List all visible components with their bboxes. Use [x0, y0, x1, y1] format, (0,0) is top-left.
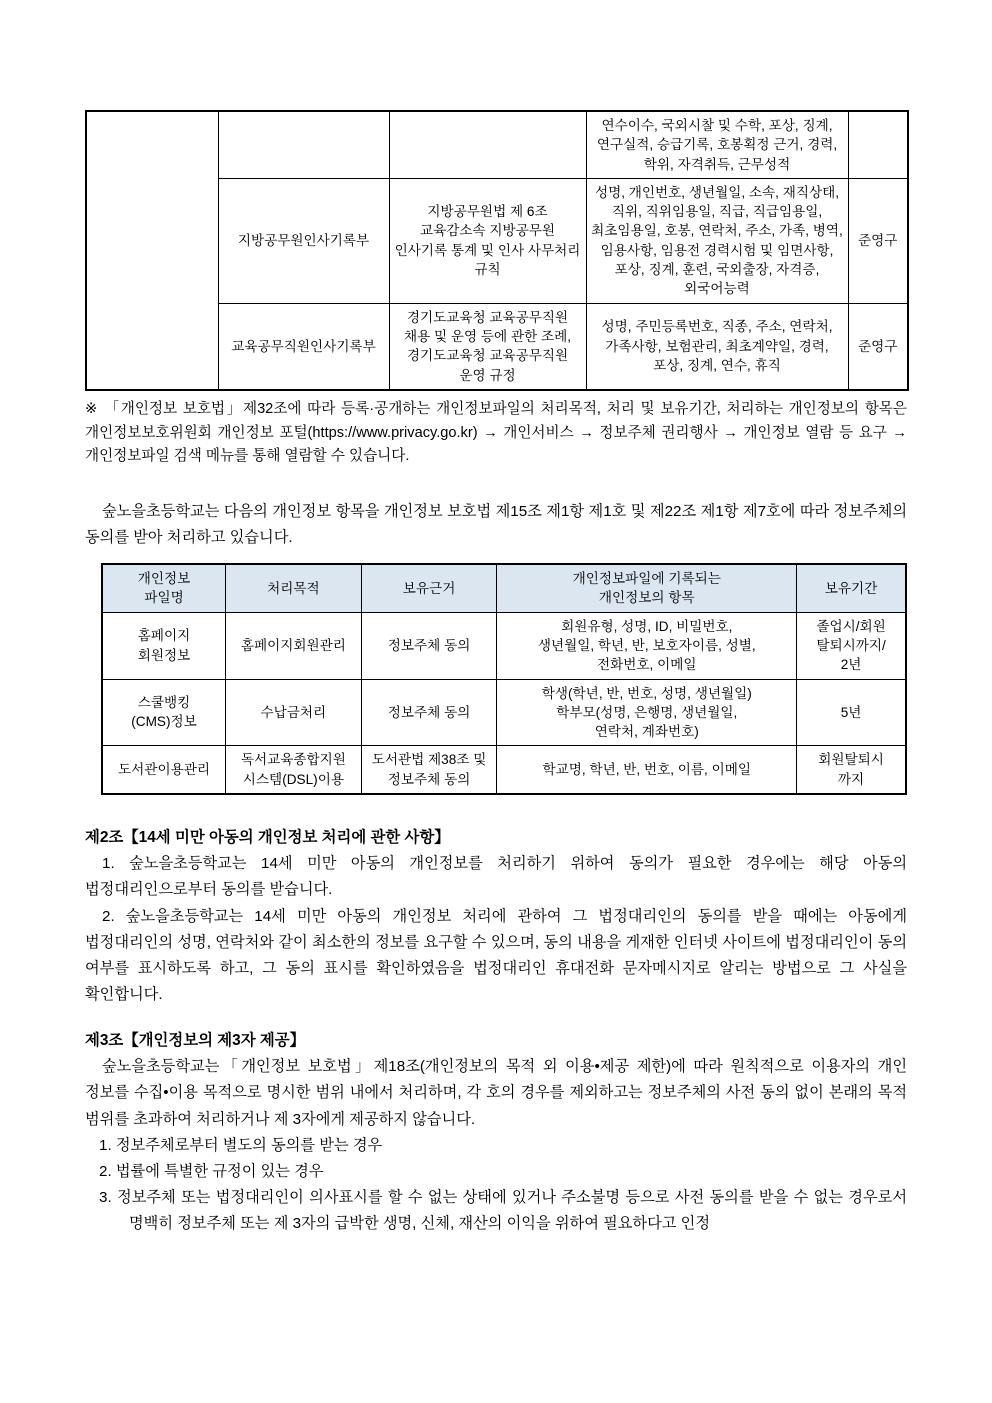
cell-purpose: 홈페이지회원관리 — [226, 612, 362, 679]
table-row — [86, 111, 908, 178]
text-line: 학생(학년, 반, 번호, 성명, 생년월일) — [541, 685, 752, 701]
cell-items — [497, 679, 797, 746]
note-paragraph: ※ 「개인정보 보호법」제32조에 따라 등록·공개하는 개인정보파일의 처리목적, 처리 및 보유기간, 처리하는 개인정보의 항목은 개인정보보호위원회 개인정보 포털(https://www.privacy.go.kr) → 개인서비스 → 정보주체 권리행사 → 개인정보 열람 등 요구 → 개인정보파일 검색 메뉴를 통해 열람할 수 있습니다. — [85, 400, 907, 465]
cell-items: 성명, 주민등록번호, 직종, 주소, 연락처, 가족사항, 보험관리, 최초계약일, 경력, 포상, 징계, 연수, 휴직 — [586, 303, 848, 390]
text-line: 회원유형, 성명, ID, 비밀번호, — [561, 618, 733, 634]
text-line: 졸업시/회원 — [816, 618, 886, 634]
header-line-1: 개인정보파일에 기록되는 — [572, 571, 721, 587]
cell-retention — [797, 612, 906, 679]
spacer — [85, 1008, 907, 1028]
cell-basis: 정보주체 동의 — [361, 679, 497, 746]
cell-file-name: 지방공무원인사기록부 — [218, 178, 389, 303]
text-line: 연락처, 계좌번호) — [594, 724, 699, 740]
cell-items: 성명, 개인번호, 생년월일, 소속, 재직상태, 직위, 직위임용일, 직급, 직급임용일, 최초임용일, 호봉, 연락처, 주소, 가족, 병역, 임용사항, 임용전 경력시험 및 임면사항, 포상, 징계, 훈련, 국외출장, 자격증, 외국어능력 — [586, 178, 848, 303]
cell-file-name — [218, 111, 389, 178]
text-line: 회원탈퇴시 — [818, 752, 884, 768]
text-line: 스쿨뱅킹 — [137, 695, 191, 711]
cell-file-name: 교육공무직원인사기록부 — [218, 303, 389, 390]
text-line: 회원정보 — [137, 647, 191, 663]
column-header-purpose: 처리목적 — [226, 564, 362, 612]
cell-retention: 준영구 — [848, 303, 908, 390]
spacer — [85, 795, 907, 825]
text-line: 독서교육종합지원 — [240, 752, 346, 768]
article-3-item-3: 3. 정보주체 또는 법정대리인이 의사표시를 할 수 없는 상태에 있거나 주소불명 등으로 사전 동의를 받을 수 없는 경우로서 명백히 정보주체 또는 제 3자의 급박한 생명, 신체, 재산의 이익을 위하여 필요하다고 인정 — [99, 1188, 907, 1233]
article-3-item-2: 2. 법률에 특별한 규정이 있는 경우 — [99, 1162, 324, 1180]
cell-file-name — [102, 612, 226, 679]
cell-purpose: 수납금처리 — [226, 679, 362, 746]
text-line: 홈페이지 — [137, 628, 191, 644]
page-content — [85, 110, 907, 1237]
text-line: 2년 — [840, 657, 862, 673]
cell-items — [497, 612, 797, 679]
article-3-item-1: 1. 정보주체로부터 별도의 동의를 받는 경우 — [99, 1136, 383, 1154]
text-line: 학부모(성명, 은행명, 생년월일, — [556, 704, 738, 720]
column-header-basis: 보유근거 — [361, 564, 497, 612]
article-2-item-2: 2. 숲노을초등학교는 14세 미만 아동의 개인정보 처리에 관하여 그 법정대리인의 동의를 받을 때에는 아동에게 법정대리인의 성명, 연락처와 같이 최소한의 정보를 요구할 수 있으며, 동의 내용을 게재한 인터넷 사이트에 법정대리인이 동의 여부를 표시하도록 하고, 그 동의 표시를 확인하였음을 법정대리인 휴대전화 문자메시지로 알리는 방법으로 그 사실을 확인합니다. — [85, 907, 907, 1003]
article-3-intro: 숲노을초등학교는「개인정보 보호법」제18조(개인정보의 목적 외 이용•제공 제한)에 따라 원칙적으로 이용자의 개인 정보를 수집•이용 목적으로 명시한 범위 내에서 처리하며, 각 호의 경우를 제외하고는 정보주체의 사전 동의 없이 본래의 목적 범위를 초과하여 처리하거나 제 3자에게 제공하지 않습니다. — [85, 1058, 907, 1128]
cell-file-name — [102, 679, 226, 746]
text-line: 시스템(DSL)이용 — [242, 771, 344, 787]
cell-retention: 준영구 — [848, 178, 908, 303]
text-line: 전화번호, 이메일 — [597, 657, 697, 673]
cell-retention — [848, 111, 908, 178]
header-line-1: 개인정보 — [137, 571, 191, 587]
cell-basis: 지방공무원법 제 6조 교육감소속 지방공무원 인사기록 통계 및 인사 사무처리 규칙 — [389, 178, 586, 303]
table-row — [102, 679, 906, 746]
table-consent-wrapper — [101, 563, 907, 795]
cell-file-name: 도서관이용관리 — [102, 746, 226, 794]
text-line: 까지 — [837, 771, 865, 787]
cell-retention — [797, 746, 906, 794]
text-line: 정보주체 동의 — [387, 771, 471, 787]
cell-basis — [389, 111, 586, 178]
cell-basis: 경기도교육청 교육공무직원 채용 및 운영 등에 관한 조례, 경기도교육청 교육공무직원 운영 규정 — [389, 303, 586, 390]
column-header-retention: 보유기간 — [797, 564, 906, 612]
column-header-file-name — [102, 564, 226, 612]
cell-purpose — [226, 746, 362, 794]
table-row — [102, 746, 906, 794]
text-line: (CMS)정보 — [131, 714, 197, 730]
spacer — [85, 469, 907, 499]
intro-paragraph: 숲노을초등학교는 다음의 개인정보 항목을 개인정보 보호법 제15조 제1항 제1호 및 제22조 제1항 제7호에 따라 정보주체의 동의를 받아 처리하고 있습니다. — [85, 502, 907, 546]
table-header-row — [102, 564, 906, 612]
header-line-2: 개인정보의 항목 — [598, 590, 695, 606]
article-2-item-1: 1. 숲노을초등학교는 14세 미만 아동의 개인정보를 처리하기 위하여 동의가 필요한 경우에는 해당 아동의 법정대리인으로부터 동의를 받습니다. — [85, 855, 907, 899]
cell-basis — [361, 746, 497, 794]
cell-category-empty — [86, 111, 218, 390]
article-2-heading: 제2조【14세 미만 아동의 개인정보 처리에 관한 사항】 — [85, 829, 450, 847]
cell-items: 연수이수, 국외시찰 및 수학, 포상, 징계, 연구실적, 승급기록, 호봉획정 근거, 경력, 학위, 자격취득, 근무성적 — [586, 111, 848, 178]
article-3-heading: 제3조【개인정보의 제3자 제공】 — [85, 1032, 305, 1050]
text-line: 탈퇴시까지/ — [816, 637, 886, 653]
text-line: 도서관법 제38조 및 — [371, 752, 487, 768]
cell-items: 학교명, 학년, 반, 번호, 이름, 이메일 — [497, 746, 797, 794]
table-personal-info-files — [85, 110, 909, 391]
table-row — [102, 612, 906, 679]
table-personal-info-files-wrapper — [85, 110, 907, 391]
column-header-items — [497, 564, 797, 612]
text-line: 생년월일, 학년, 반, 보호자이름, 성별, — [537, 637, 756, 653]
cell-retention: 5년 — [797, 679, 906, 746]
cell-basis: 정보주체 동의 — [361, 612, 497, 679]
header-line-2: 파일명 — [144, 590, 184, 606]
table-consent-items — [101, 563, 907, 795]
